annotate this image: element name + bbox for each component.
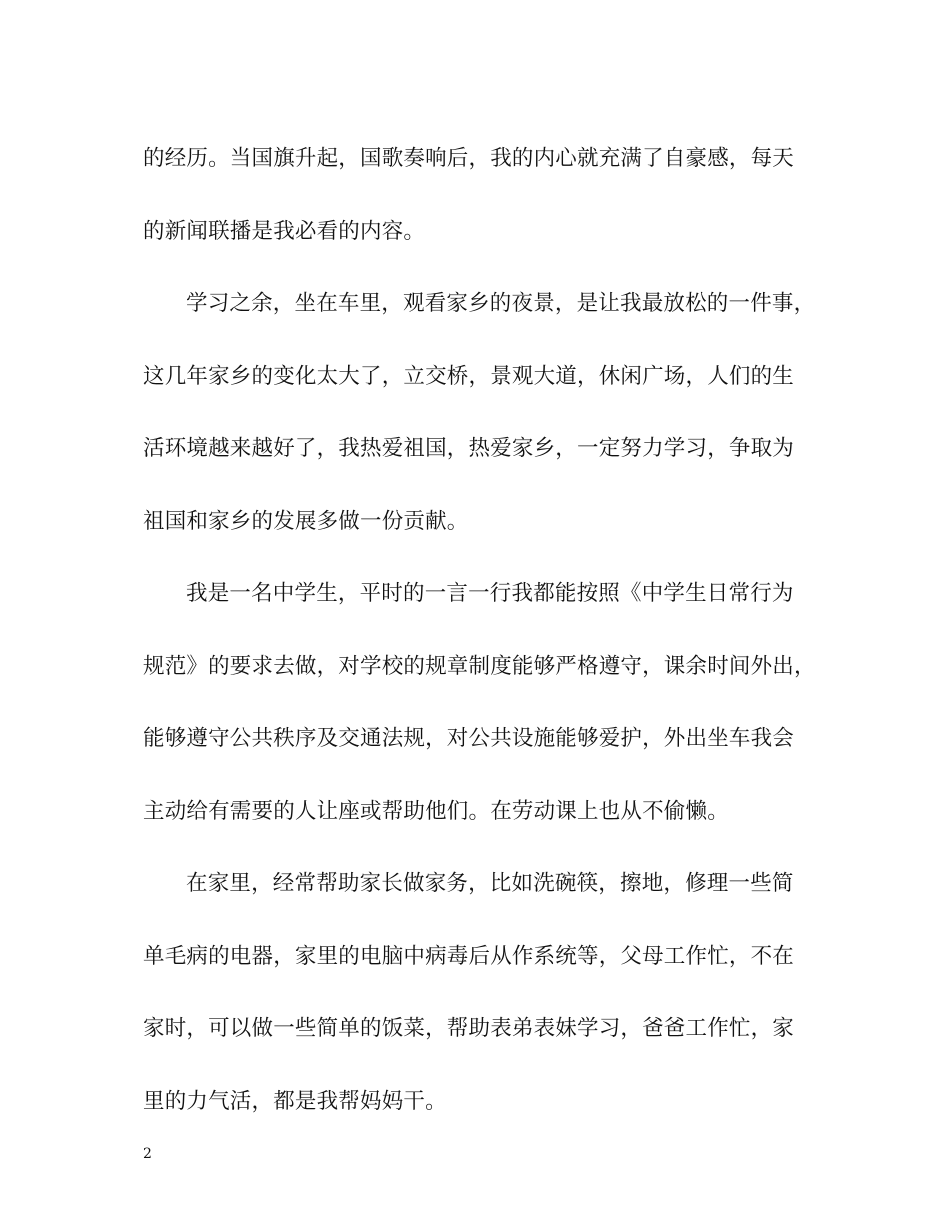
text-line: 单毛病的电器，家里的电脑中病毒后从作系统等，父母工作忙，不在	[143, 943, 795, 969]
text-line: 主动给有需要的人让座或帮助他们。在劳动课上也从不偷懒。	[143, 798, 729, 824]
text-line: 的新闻联播是我必看的内容。	[143, 218, 426, 244]
text-line: 的经历。当国旗升起，国歌奏响后，我的内心就充满了自豪感，每天	[143, 146, 795, 171]
text-line: 里的力气活，都是我帮妈妈干。	[143, 1088, 447, 1114]
page-number: 2	[143, 1146, 152, 1162]
text-line: 这几年家乡的变化太大了，立交桥，景观大道，休闲广场，人们的生	[143, 363, 795, 389]
text-line: 祖国和家乡的发展多做一份贡献。	[143, 508, 469, 534]
text-line: 家时，可以做一些简单的饭菜，帮助表弟表妹学习，爸爸工作忙，家	[143, 1016, 795, 1041]
text-line: 学习之余，坐在车里，观看家乡的夜景，是让我最放松的一件事，	[186, 291, 816, 316]
text-line: 在家里，经常帮助家长做家务，比如洗碗筷，擦地，修理一些简	[186, 871, 794, 896]
text-line: 活环境越来越好了，我热爱祖国，热爱家乡，一定努力学习，争取为	[143, 436, 795, 461]
text-line: 能够遵守公共秩序及交通法规，对公共设施能够爱护，外出坐车我会	[143, 726, 795, 751]
text-line: 规范》的要求去做，对学校的规章制度能够严格遵守，课余时间外出，	[143, 653, 816, 679]
text-line: 我是一名中学生，平时的一言一行我都能按照《中学生日常行为	[186, 581, 794, 606]
body-text	[143, 140, 823, 1155]
